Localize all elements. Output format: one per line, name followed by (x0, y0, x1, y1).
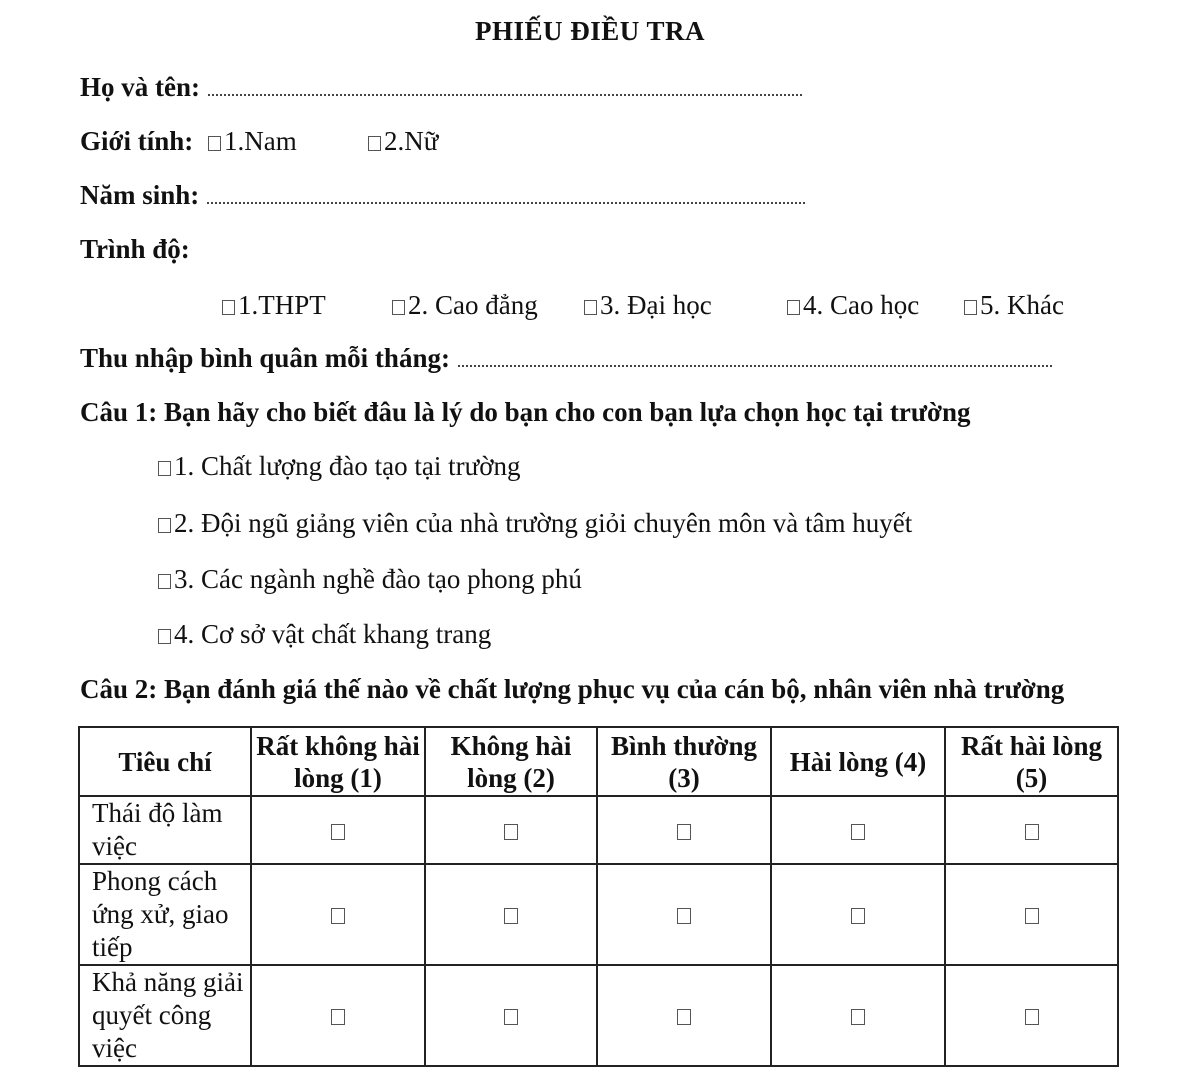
gender-option-male[interactable] (208, 126, 297, 157)
question1-option-label: 2. Đội ngũ giảng viên của nhà trường giỏi chuyên môn và tâm huyết (174, 508, 913, 538)
gender-option-female[interactable] (368, 126, 438, 157)
checkbox[interactable] (331, 1009, 345, 1025)
table-row (79, 965, 1118, 1066)
checkbox[interactable] (368, 136, 381, 151)
question1-option[interactable] (158, 564, 582, 595)
checkbox[interactable] (158, 461, 171, 476)
checkbox[interactable] (158, 629, 171, 644)
question1-text: Câu 1: Bạn hãy cho biết đâu là lý do bạn cho con bạn lựa chọn học tại trường (80, 397, 971, 427)
question1-option-label: 4. Cơ sở vật chất khang trang (174, 619, 492, 649)
name-field[interactable] (208, 76, 802, 96)
birth-year-label: Năm sinh: (80, 180, 200, 210)
page-title: PHIẾU ĐIỀU TRA (474, 16, 706, 46)
checkbox[interactable] (222, 300, 235, 315)
question1-option[interactable] (158, 508, 912, 539)
income-field[interactable] (458, 347, 1052, 367)
checkbox[interactable] (331, 908, 345, 924)
question1-option[interactable] (158, 451, 521, 482)
question1-option-label: 1. Chất lượng đào tạo tại trường (174, 451, 521, 481)
checkbox[interactable] (677, 908, 691, 924)
education-option-label: 4. Cao học (803, 290, 920, 320)
education-option-other[interactable] (964, 290, 1064, 321)
column-header: Không hài lòng (2) (425, 727, 597, 796)
checkbox[interactable] (392, 300, 405, 315)
checkbox[interactable] (677, 1009, 691, 1025)
rating-cell[interactable] (597, 796, 771, 864)
education-option-thpt[interactable] (222, 290, 326, 321)
checkbox[interactable] (677, 824, 691, 840)
criterion-label: Khả năng giải quyết công việc (79, 965, 251, 1066)
checkbox[interactable] (851, 1009, 865, 1025)
column-header: Rất không hài lòng (1) (251, 727, 425, 796)
education-row (80, 234, 190, 265)
checkbox[interactable] (787, 300, 800, 315)
question1-option-label: 3. Các ngành nghề đào tạo phong phú (174, 564, 582, 594)
checkbox[interactable] (1025, 824, 1039, 840)
name-label: Họ và tên: (80, 72, 200, 102)
birth-year-row (80, 180, 805, 211)
education-option-label: 1.THPT (238, 290, 326, 320)
rating-cell[interactable] (945, 864, 1118, 965)
rating-cell[interactable] (945, 796, 1118, 864)
question1-option[interactable] (158, 619, 491, 650)
rating-cell[interactable] (425, 965, 597, 1066)
rating-cell[interactable] (251, 965, 425, 1066)
column-header: Rất hài lòng (5) (945, 727, 1118, 796)
checkbox[interactable] (851, 824, 865, 840)
checkbox[interactable] (208, 136, 221, 151)
checkbox[interactable] (1025, 908, 1039, 924)
table-row (79, 796, 1118, 864)
checkbox[interactable] (331, 824, 345, 840)
rating-table (78, 726, 1119, 1067)
checkbox[interactable] (504, 1009, 518, 1025)
criterion-label: Thái độ làm việc (79, 796, 251, 864)
rating-cell[interactable] (251, 864, 425, 965)
checkbox[interactable] (851, 908, 865, 924)
checkbox[interactable] (504, 824, 518, 840)
birth-year-field[interactable] (207, 184, 805, 204)
checkbox[interactable] (584, 300, 597, 315)
rating-cell[interactable] (425, 796, 597, 864)
table-header-row (79, 727, 1118, 796)
education-option-university[interactable] (584, 290, 712, 321)
column-header: Bình thường (3) (597, 727, 771, 796)
question2-text: Câu 2: Bạn đánh giá thế nào về chất lượng phục vụ của cán bộ, nhân viên nhà trường (80, 674, 1065, 704)
education-option-label: 3. Đại học (600, 290, 712, 320)
table-row (79, 864, 1118, 965)
education-option-masters[interactable] (787, 290, 919, 321)
rating-cell[interactable] (771, 864, 945, 965)
rating-cell[interactable] (945, 965, 1118, 1066)
rating-cell[interactable] (771, 796, 945, 864)
rating-cell[interactable] (771, 965, 945, 1066)
rating-cell[interactable] (425, 864, 597, 965)
checkbox[interactable] (504, 908, 518, 924)
education-option-label: 5. Khác (980, 290, 1064, 320)
checkbox[interactable] (1025, 1009, 1039, 1025)
checkbox[interactable] (158, 574, 171, 589)
education-label: Trình độ: (80, 234, 190, 264)
name-row (80, 72, 802, 103)
education-option-college[interactable] (392, 290, 538, 321)
education-option-label: 2. Cao đẳng (408, 290, 538, 320)
rating-cell[interactable] (251, 796, 425, 864)
income-row (80, 343, 1052, 374)
checkbox[interactable] (158, 518, 171, 533)
income-label: Thu nhập bình quân mỗi tháng: (80, 343, 450, 373)
rating-cell[interactable] (597, 965, 771, 1066)
criterion-label: Phong cách ứng xử, giao tiếp (79, 864, 251, 965)
gender-option-label: 1.Nam (224, 126, 297, 156)
gender-option-label: 2.Nữ (384, 126, 439, 156)
checkbox[interactable] (964, 300, 977, 315)
gender-label: Giới tính: (80, 126, 194, 156)
column-header: Tiêu chí (79, 727, 251, 796)
column-header: Hài lòng (4) (771, 727, 945, 796)
gender-row (80, 126, 193, 157)
rating-cell[interactable] (597, 864, 771, 965)
